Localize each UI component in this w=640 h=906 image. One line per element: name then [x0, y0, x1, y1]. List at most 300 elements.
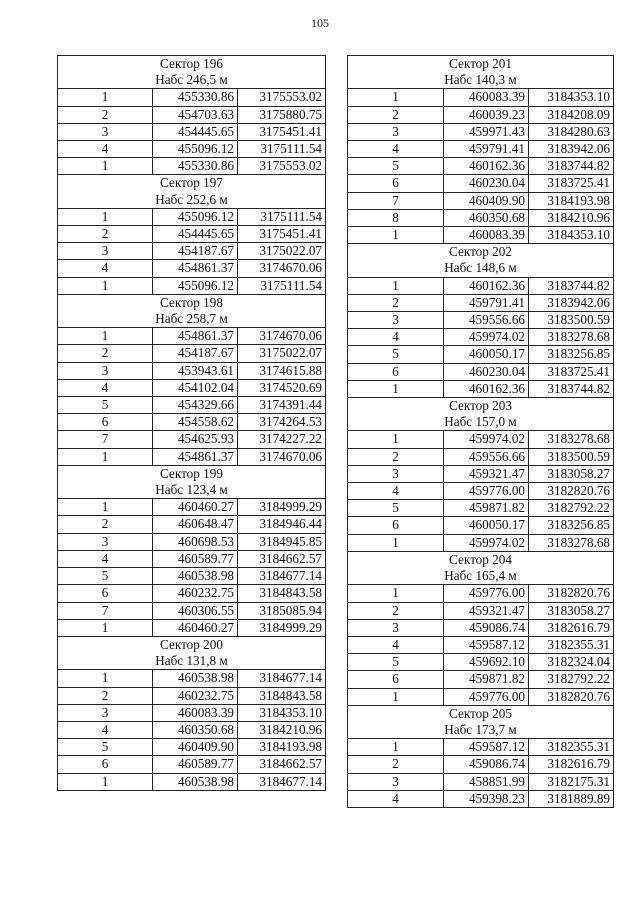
coord-y: 3183278.68 — [529, 431, 614, 448]
sector-height-row — [348, 722, 614, 739]
coord-y: 3182792.22 — [529, 500, 614, 517]
point-number: 6 — [348, 517, 444, 534]
table-row — [58, 585, 326, 602]
coord-x: 454445.65 — [153, 123, 238, 140]
point-number: 1 — [348, 380, 444, 397]
point-number: 4 — [348, 483, 444, 500]
table-row — [348, 192, 614, 209]
coord-y: 3175880.75 — [238, 106, 326, 123]
point-number: 5 — [58, 739, 153, 756]
coord-y: 3184999.29 — [238, 619, 326, 636]
point-number: 1 — [348, 277, 444, 294]
table-row — [58, 141, 326, 158]
coord-x: 455330.86 — [153, 89, 238, 106]
coord-x: 460230.04 — [444, 175, 529, 192]
table-row — [58, 397, 326, 414]
table-row — [348, 688, 614, 705]
point-number: 2 — [58, 516, 153, 533]
coord-y: 3184208.09 — [529, 106, 614, 123]
point-number: 3 — [58, 243, 153, 260]
coord-x: 458851.99 — [444, 773, 529, 790]
point-number: 1 — [348, 534, 444, 551]
table-row — [58, 704, 326, 721]
coord-x: 454558.62 — [153, 414, 238, 431]
table-row — [348, 619, 614, 636]
table-row — [58, 89, 326, 106]
point-number: 1 — [58, 158, 153, 175]
coord-x: 454861.37 — [153, 328, 238, 345]
sector-title-row — [58, 294, 326, 311]
coord-x: 459974.02 — [444, 431, 529, 448]
coord-y: 3184210.96 — [529, 209, 614, 226]
sector-height: Набс 131,8 м — [58, 653, 326, 670]
table-row — [58, 739, 326, 756]
table-row — [348, 277, 614, 294]
coord-x: 460698.53 — [153, 533, 238, 550]
coord-y: 3184280.63 — [529, 123, 614, 140]
coord-x: 459871.82 — [444, 671, 529, 688]
table-row — [348, 448, 614, 465]
sector-height-row — [58, 653, 326, 670]
sector-title: Сектор 205 — [348, 705, 614, 722]
coord-x: 459871.82 — [444, 500, 529, 517]
coord-y: 3174670.06 — [238, 328, 326, 345]
point-number: 8 — [348, 209, 444, 226]
table-row — [348, 671, 614, 688]
coord-x: 454187.67 — [153, 345, 238, 362]
coord-y: 3175022.07 — [238, 243, 326, 260]
point-number: 4 — [348, 636, 444, 653]
point-number: 7 — [348, 192, 444, 209]
point-number: 4 — [58, 260, 153, 277]
coord-x: 459556.66 — [444, 312, 529, 329]
table-row — [348, 294, 614, 311]
coord-y: 3182324.04 — [529, 654, 614, 671]
coord-y: 3183500.59 — [529, 312, 614, 329]
point-number: 1 — [348, 688, 444, 705]
table-row — [58, 687, 326, 704]
table-row — [58, 448, 326, 465]
table-row — [58, 243, 326, 260]
point-number: 2 — [348, 106, 444, 123]
sector-title: Сектор 201 — [348, 56, 614, 73]
table-row — [58, 568, 326, 585]
coord-x: 459692.10 — [444, 654, 529, 671]
sector-title: Сектор 204 — [348, 551, 614, 568]
point-number: 3 — [348, 619, 444, 636]
table-row — [58, 602, 326, 619]
coord-x: 459974.02 — [444, 534, 529, 551]
coord-y: 3175553.02 — [238, 158, 326, 175]
point-number: 1 — [348, 739, 444, 756]
point-number: 7 — [58, 431, 153, 448]
sector-title-row — [348, 705, 614, 722]
coord-y: 3175553.02 — [238, 89, 326, 106]
table-row — [348, 534, 614, 551]
point-number: 5 — [348, 158, 444, 175]
point-number: 1 — [58, 208, 153, 225]
coord-y: 3175111.54 — [238, 208, 326, 225]
table-row — [348, 89, 614, 106]
sector-height: Набс 173,7 м — [348, 722, 614, 739]
point-number: 4 — [58, 550, 153, 567]
coord-y: 3184677.14 — [238, 568, 326, 585]
table-row — [348, 158, 614, 175]
sector-height-row — [58, 482, 326, 499]
table-row — [58, 721, 326, 738]
coord-y: 3183256.85 — [529, 346, 614, 363]
table-row — [58, 158, 326, 175]
sector-height-row — [348, 414, 614, 431]
coord-x: 459587.12 — [444, 739, 529, 756]
coord-x: 460232.75 — [153, 585, 238, 602]
coord-y: 3174520.69 — [238, 379, 326, 396]
point-number: 5 — [58, 397, 153, 414]
point-number: 2 — [58, 687, 153, 704]
coord-x: 454861.37 — [153, 448, 238, 465]
coord-y: 3182355.31 — [529, 636, 614, 653]
coord-x: 459791.41 — [444, 294, 529, 311]
point-number: 1 — [58, 773, 153, 790]
point-number: 1 — [58, 619, 153, 636]
point-number: 4 — [58, 379, 153, 396]
table-row — [348, 500, 614, 517]
point-number: 1 — [348, 227, 444, 244]
coord-x: 460460.27 — [153, 619, 238, 636]
coord-x: 459321.47 — [444, 465, 529, 482]
table-row — [58, 226, 326, 243]
coord-y: 3184210.96 — [238, 721, 326, 738]
sector-height-row — [348, 568, 614, 585]
point-number: 5 — [348, 346, 444, 363]
coord-x: 460538.98 — [153, 568, 238, 585]
sector-height-row — [348, 260, 614, 277]
coord-y: 3183744.82 — [529, 277, 614, 294]
table-row — [348, 329, 614, 346]
table-row — [348, 465, 614, 482]
coord-x: 460648.47 — [153, 516, 238, 533]
point-number: 3 — [348, 312, 444, 329]
sector-title-row — [348, 398, 614, 415]
point-number: 3 — [348, 773, 444, 790]
coord-y: 3174670.06 — [238, 448, 326, 465]
coord-y: 3182820.76 — [529, 688, 614, 705]
point-number: 5 — [348, 654, 444, 671]
point-number: 3 — [348, 465, 444, 482]
coord-y: 3183725.41 — [529, 175, 614, 192]
table-row — [58, 362, 326, 379]
coord-y: 3174670.06 — [238, 260, 326, 277]
coord-y: 3183942.06 — [529, 294, 614, 311]
coord-x: 460232.75 — [153, 687, 238, 704]
coord-x: 454329.66 — [153, 397, 238, 414]
table-row — [58, 123, 326, 140]
table-row — [58, 260, 326, 277]
table-row — [58, 328, 326, 345]
point-number: 5 — [348, 500, 444, 517]
coord-x: 455096.12 — [153, 208, 238, 225]
table-row — [348, 227, 614, 244]
point-number: 3 — [58, 533, 153, 550]
point-number: 1 — [348, 585, 444, 602]
coord-y: 3184945.85 — [238, 533, 326, 550]
point-number: 3 — [348, 123, 444, 140]
sector-height: Набс 148,6 м — [348, 260, 614, 277]
point-number: 6 — [348, 363, 444, 380]
coord-y: 3184843.58 — [238, 687, 326, 704]
sector-title: Сектор 203 — [348, 398, 614, 415]
coord-y: 3182792.22 — [529, 671, 614, 688]
sector-title: Сектор 199 — [58, 465, 326, 482]
table-row — [58, 773, 326, 790]
point-number: 6 — [58, 585, 153, 602]
coord-y: 3185085.94 — [238, 602, 326, 619]
table-row — [348, 141, 614, 158]
point-number: 1 — [348, 89, 444, 106]
table-row — [348, 175, 614, 192]
coord-y: 3175111.54 — [238, 277, 326, 294]
sector-title-row — [58, 175, 326, 192]
coord-x: 460538.98 — [153, 773, 238, 790]
coord-x: 459974.02 — [444, 329, 529, 346]
coord-y: 3184662.57 — [238, 550, 326, 567]
table-row — [58, 379, 326, 396]
coord-y: 3183942.06 — [529, 141, 614, 158]
coord-y: 3182355.31 — [529, 739, 614, 756]
coord-x: 459587.12 — [444, 636, 529, 653]
table-row — [58, 756, 326, 773]
coord-x: 459776.00 — [444, 688, 529, 705]
coord-x: 459556.66 — [444, 448, 529, 465]
coord-y: 3182616.79 — [529, 756, 614, 773]
point-number: 2 — [348, 756, 444, 773]
coord-y: 3175451.41 — [238, 226, 326, 243]
sector-height: Набс 157,0 м — [348, 414, 614, 431]
coord-y: 3183744.82 — [529, 380, 614, 397]
coord-x: 459086.74 — [444, 619, 529, 636]
coord-x: 459398.23 — [444, 790, 529, 807]
coord-y: 3174391.44 — [238, 397, 326, 414]
sector-height-row — [58, 311, 326, 328]
point-number: 3 — [58, 704, 153, 721]
point-number: 1 — [58, 277, 153, 294]
coord-y: 3175451.41 — [238, 123, 326, 140]
coord-y: 3183278.68 — [529, 534, 614, 551]
coord-x: 455096.12 — [153, 141, 238, 158]
sector-height: Набс 123,4 м — [58, 482, 326, 499]
coord-x: 460230.04 — [444, 363, 529, 380]
point-number: 3 — [58, 362, 153, 379]
coord-x: 459776.00 — [444, 483, 529, 500]
coord-x: 460409.90 — [444, 192, 529, 209]
coord-x: 460083.39 — [444, 227, 529, 244]
point-number: 2 — [348, 448, 444, 465]
coord-y: 3182820.76 — [529, 585, 614, 602]
coord-x: 454187.67 — [153, 243, 238, 260]
table-row — [348, 790, 614, 807]
coord-y: 3182820.76 — [529, 483, 614, 500]
coord-x: 453943.61 — [153, 362, 238, 379]
sector-title-row — [348, 244, 614, 261]
coord-y: 3174227.22 — [238, 431, 326, 448]
table-row — [348, 363, 614, 380]
coord-y: 3183256.85 — [529, 517, 614, 534]
coord-y: 3181889.89 — [529, 790, 614, 807]
table-row — [348, 756, 614, 773]
coord-x: 454703.63 — [153, 106, 238, 123]
coord-x: 460050.17 — [444, 517, 529, 534]
coord-y: 3174615.88 — [238, 362, 326, 379]
sector-title-row — [58, 636, 326, 653]
point-number: 4 — [348, 329, 444, 346]
coord-x: 454625.93 — [153, 431, 238, 448]
coord-y: 3174264.53 — [238, 414, 326, 431]
table-row — [348, 123, 614, 140]
coordinates-table-left — [57, 55, 326, 791]
coord-x: 460083.39 — [444, 89, 529, 106]
coord-x: 459791.41 — [444, 141, 529, 158]
coord-y: 3183058.27 — [529, 602, 614, 619]
point-number: 4 — [58, 141, 153, 158]
table-row — [58, 670, 326, 687]
table-row — [348, 346, 614, 363]
table-row — [348, 602, 614, 619]
coord-y: 3183058.27 — [529, 465, 614, 482]
coord-x: 459086.74 — [444, 756, 529, 773]
sector-height-row — [58, 72, 326, 89]
point-number: 1 — [58, 328, 153, 345]
table-row — [348, 517, 614, 534]
table-row — [348, 380, 614, 397]
coord-x: 460460.27 — [153, 499, 238, 516]
table-row — [58, 277, 326, 294]
coord-y: 3175022.07 — [238, 345, 326, 362]
point-number: 5 — [58, 568, 153, 585]
table-row — [58, 106, 326, 123]
coord-x: 459321.47 — [444, 602, 529, 619]
point-number: 6 — [348, 671, 444, 688]
table-row — [348, 654, 614, 671]
coord-y: 3184353.10 — [529, 89, 614, 106]
coord-y: 3184353.10 — [529, 227, 614, 244]
coord-x: 460538.98 — [153, 670, 238, 687]
coord-x: 459971.43 — [444, 123, 529, 140]
point-number: 2 — [348, 602, 444, 619]
sector-height: Набс 246,5 м — [58, 72, 326, 89]
coord-y: 3182616.79 — [529, 619, 614, 636]
table-row — [348, 739, 614, 756]
coordinates-table-right — [347, 55, 614, 808]
table-row — [58, 550, 326, 567]
coord-y: 3184677.14 — [238, 670, 326, 687]
point-number: 3 — [58, 123, 153, 140]
coord-x: 454445.65 — [153, 226, 238, 243]
table-row — [58, 516, 326, 533]
table-row — [58, 499, 326, 516]
coord-x: 460589.77 — [153, 550, 238, 567]
table-row — [348, 773, 614, 790]
coord-x: 454861.37 — [153, 260, 238, 277]
table-row — [58, 208, 326, 225]
point-number: 6 — [58, 756, 153, 773]
coord-y: 3183278.68 — [529, 329, 614, 346]
sector-height-row — [348, 72, 614, 89]
coord-x: 460306.55 — [153, 602, 238, 619]
table-row — [348, 431, 614, 448]
table-row — [58, 619, 326, 636]
coord-x: 460162.36 — [444, 277, 529, 294]
sector-height: Набс 165,4 м — [348, 568, 614, 585]
coord-x: 460039.23 — [444, 106, 529, 123]
coord-x: 459776.00 — [444, 585, 529, 602]
point-number: 2 — [58, 226, 153, 243]
coord-y: 3184843.58 — [238, 585, 326, 602]
coord-x: 455096.12 — [153, 277, 238, 294]
table-row — [58, 414, 326, 431]
sector-height: Набс 140,3 м — [348, 72, 614, 89]
point-number: 2 — [348, 294, 444, 311]
point-number: 1 — [58, 670, 153, 687]
coord-y: 3183725.41 — [529, 363, 614, 380]
point-number: 1 — [348, 431, 444, 448]
point-number: 7 — [58, 602, 153, 619]
coord-y: 3183744.82 — [529, 158, 614, 175]
table-row — [348, 312, 614, 329]
point-number: 1 — [58, 499, 153, 516]
sector-height: Набс 252,6 м — [58, 192, 326, 209]
point-number: 4 — [348, 790, 444, 807]
point-number: 4 — [348, 141, 444, 158]
coord-y: 3183500.59 — [529, 448, 614, 465]
coord-y: 3184662.57 — [238, 756, 326, 773]
point-number: 6 — [348, 175, 444, 192]
coord-y: 3184677.14 — [238, 773, 326, 790]
table-row — [348, 106, 614, 123]
point-number: 2 — [58, 345, 153, 362]
coord-y: 3184193.98 — [238, 739, 326, 756]
sector-title-row — [348, 551, 614, 568]
coord-y: 3184946.44 — [238, 516, 326, 533]
coord-x: 460050.17 — [444, 346, 529, 363]
table-row — [58, 533, 326, 550]
coord-x: 460589.77 — [153, 756, 238, 773]
table-row — [58, 345, 326, 362]
sector-title: Сектор 202 — [348, 244, 614, 261]
sector-title: Сектор 200 — [58, 636, 326, 653]
coord-y: 3175111.54 — [238, 141, 326, 158]
coord-x: 460162.36 — [444, 380, 529, 397]
page-number: 105 — [311, 16, 329, 30]
sector-title-row — [58, 465, 326, 482]
coord-x: 460350.68 — [153, 721, 238, 738]
sector-height: Набс 258,7 м — [58, 311, 326, 328]
point-number: 2 — [58, 106, 153, 123]
coord-x: 460083.39 — [153, 704, 238, 721]
table-row — [348, 585, 614, 602]
point-number: 4 — [58, 721, 153, 738]
table-row — [348, 636, 614, 653]
point-number: 6 — [58, 414, 153, 431]
sector-title: Сектор 196 — [58, 56, 326, 73]
coord-y: 3184999.29 — [238, 499, 326, 516]
coord-y: 3182175.31 — [529, 773, 614, 790]
sector-title: Сектор 197 — [58, 175, 326, 192]
sector-title-row — [348, 56, 614, 73]
table-row — [348, 209, 614, 226]
coord-x: 454102.04 — [153, 379, 238, 396]
coord-x: 460409.90 — [153, 739, 238, 756]
coord-x: 460350.68 — [444, 209, 529, 226]
